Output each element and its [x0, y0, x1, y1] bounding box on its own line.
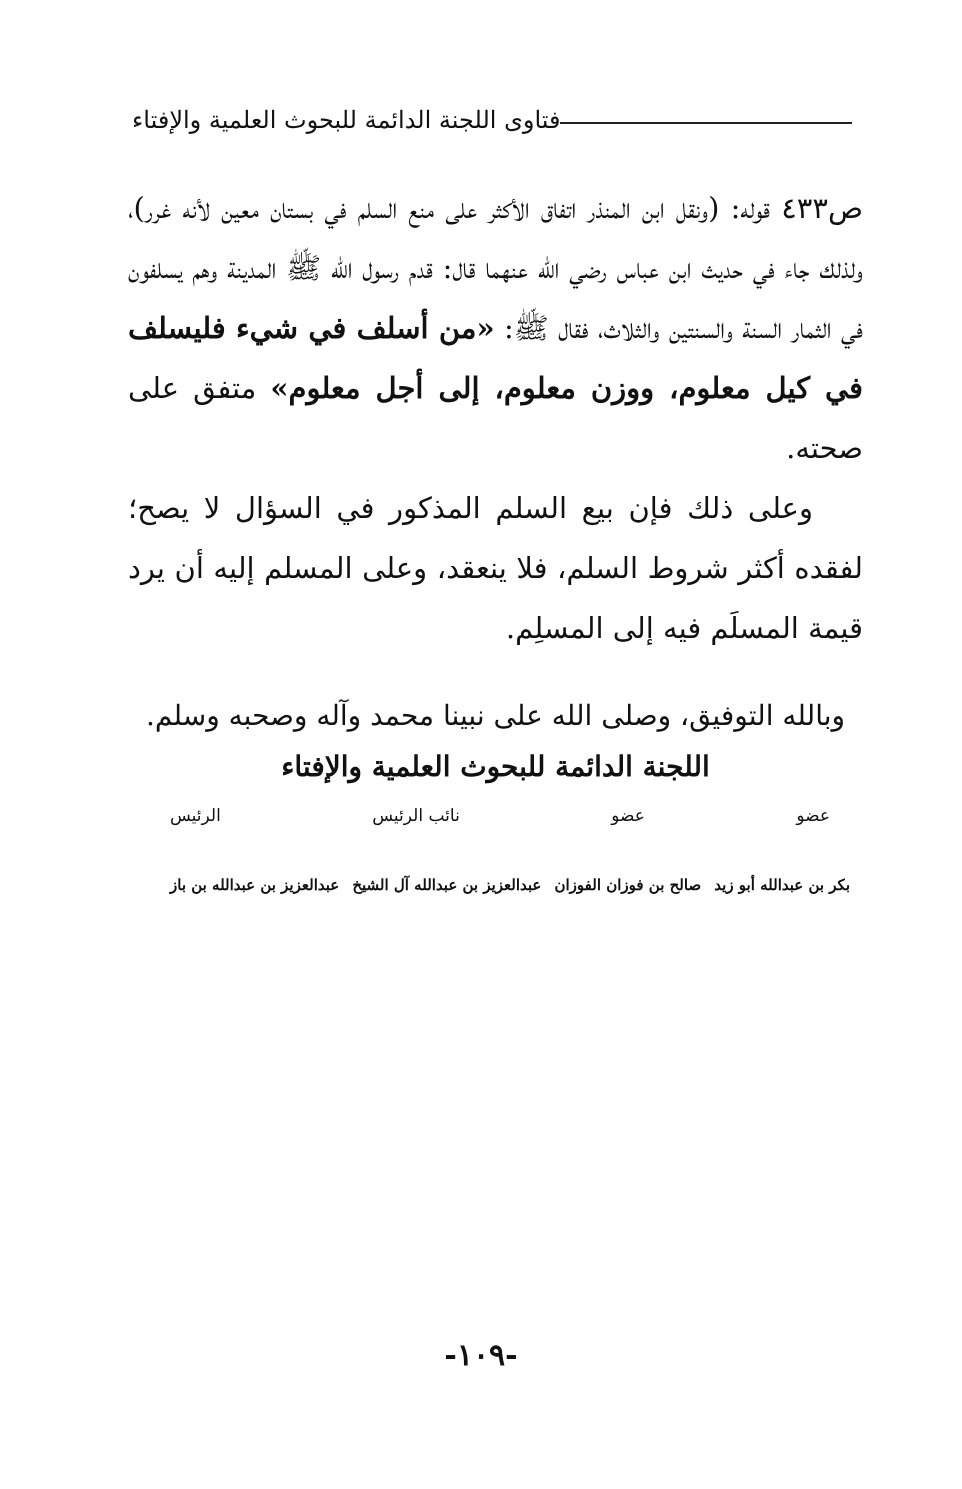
signatory-roles [170, 806, 830, 826]
paragraph-1-text-b: متفق على صحته. [128, 371, 863, 465]
running-header [132, 106, 862, 134]
page-number: -١٠٩- [444, 1338, 518, 1373]
role-vice-president: نائب الرئيس [372, 806, 460, 826]
role-president: الرئيس [170, 806, 221, 826]
fatwa-body [128, 178, 863, 658]
running-header-title: فتاوى اللجنة الدائمة للبحوث العلمية والإفتاء [132, 106, 561, 134]
role-member-2: عضو [611, 806, 645, 826]
signatory-names [170, 876, 850, 894]
paragraph-2: وعلى ذلك فإن بيع السلم المذكور في السؤال لا يصح؛ لفقده أكثر شروط السلم، فلا ينعقد، وعلى المسلم إليه أن يرد قيمة المسلَم فيه إلى المسلِم. [128, 491, 863, 645]
name-vice-president: عبدالعزيز بن عبدالله آل الشيخ [352, 876, 542, 894]
closing-line: وبالله التوفيق، وصلى الله على نبينا محمد وآله وصحبه وسلم. [145, 699, 846, 732]
role-member-1: عضو [796, 806, 830, 826]
committee-name: اللجنة الدائمة للبحوث العلمية والإفتاء [281, 750, 710, 783]
name-member-1: بكر بن عبدالله أبو زيد [714, 876, 850, 894]
name-member-2: صالح بن فوزان الفوزان [554, 876, 702, 894]
header-rule [560, 122, 852, 124]
paragraph-1-text-a: ص٤٣٣ قوله: (ونقل ابن المنذر اتفاق الأكثر على منع السلم في بستان معين لأنه غرر)، ولذلك جاء في حديث ابن عباس رضي الله عنهما قال: قدم رسول الله ﷺ المدينة وهم يسلفون في الثمار السنة والسنتين والثلاث، فقال ﷺ: [128, 191, 863, 345]
hadith-quote: «من أسلف في شيء فليسلف في كيل معلوم، ووزن معلوم، إلى أجل معلوم» [128, 311, 864, 405]
paragraph-1 [128, 178, 863, 478]
name-president: عبدالعزيز بن عبدالله بن باز [170, 876, 340, 894]
